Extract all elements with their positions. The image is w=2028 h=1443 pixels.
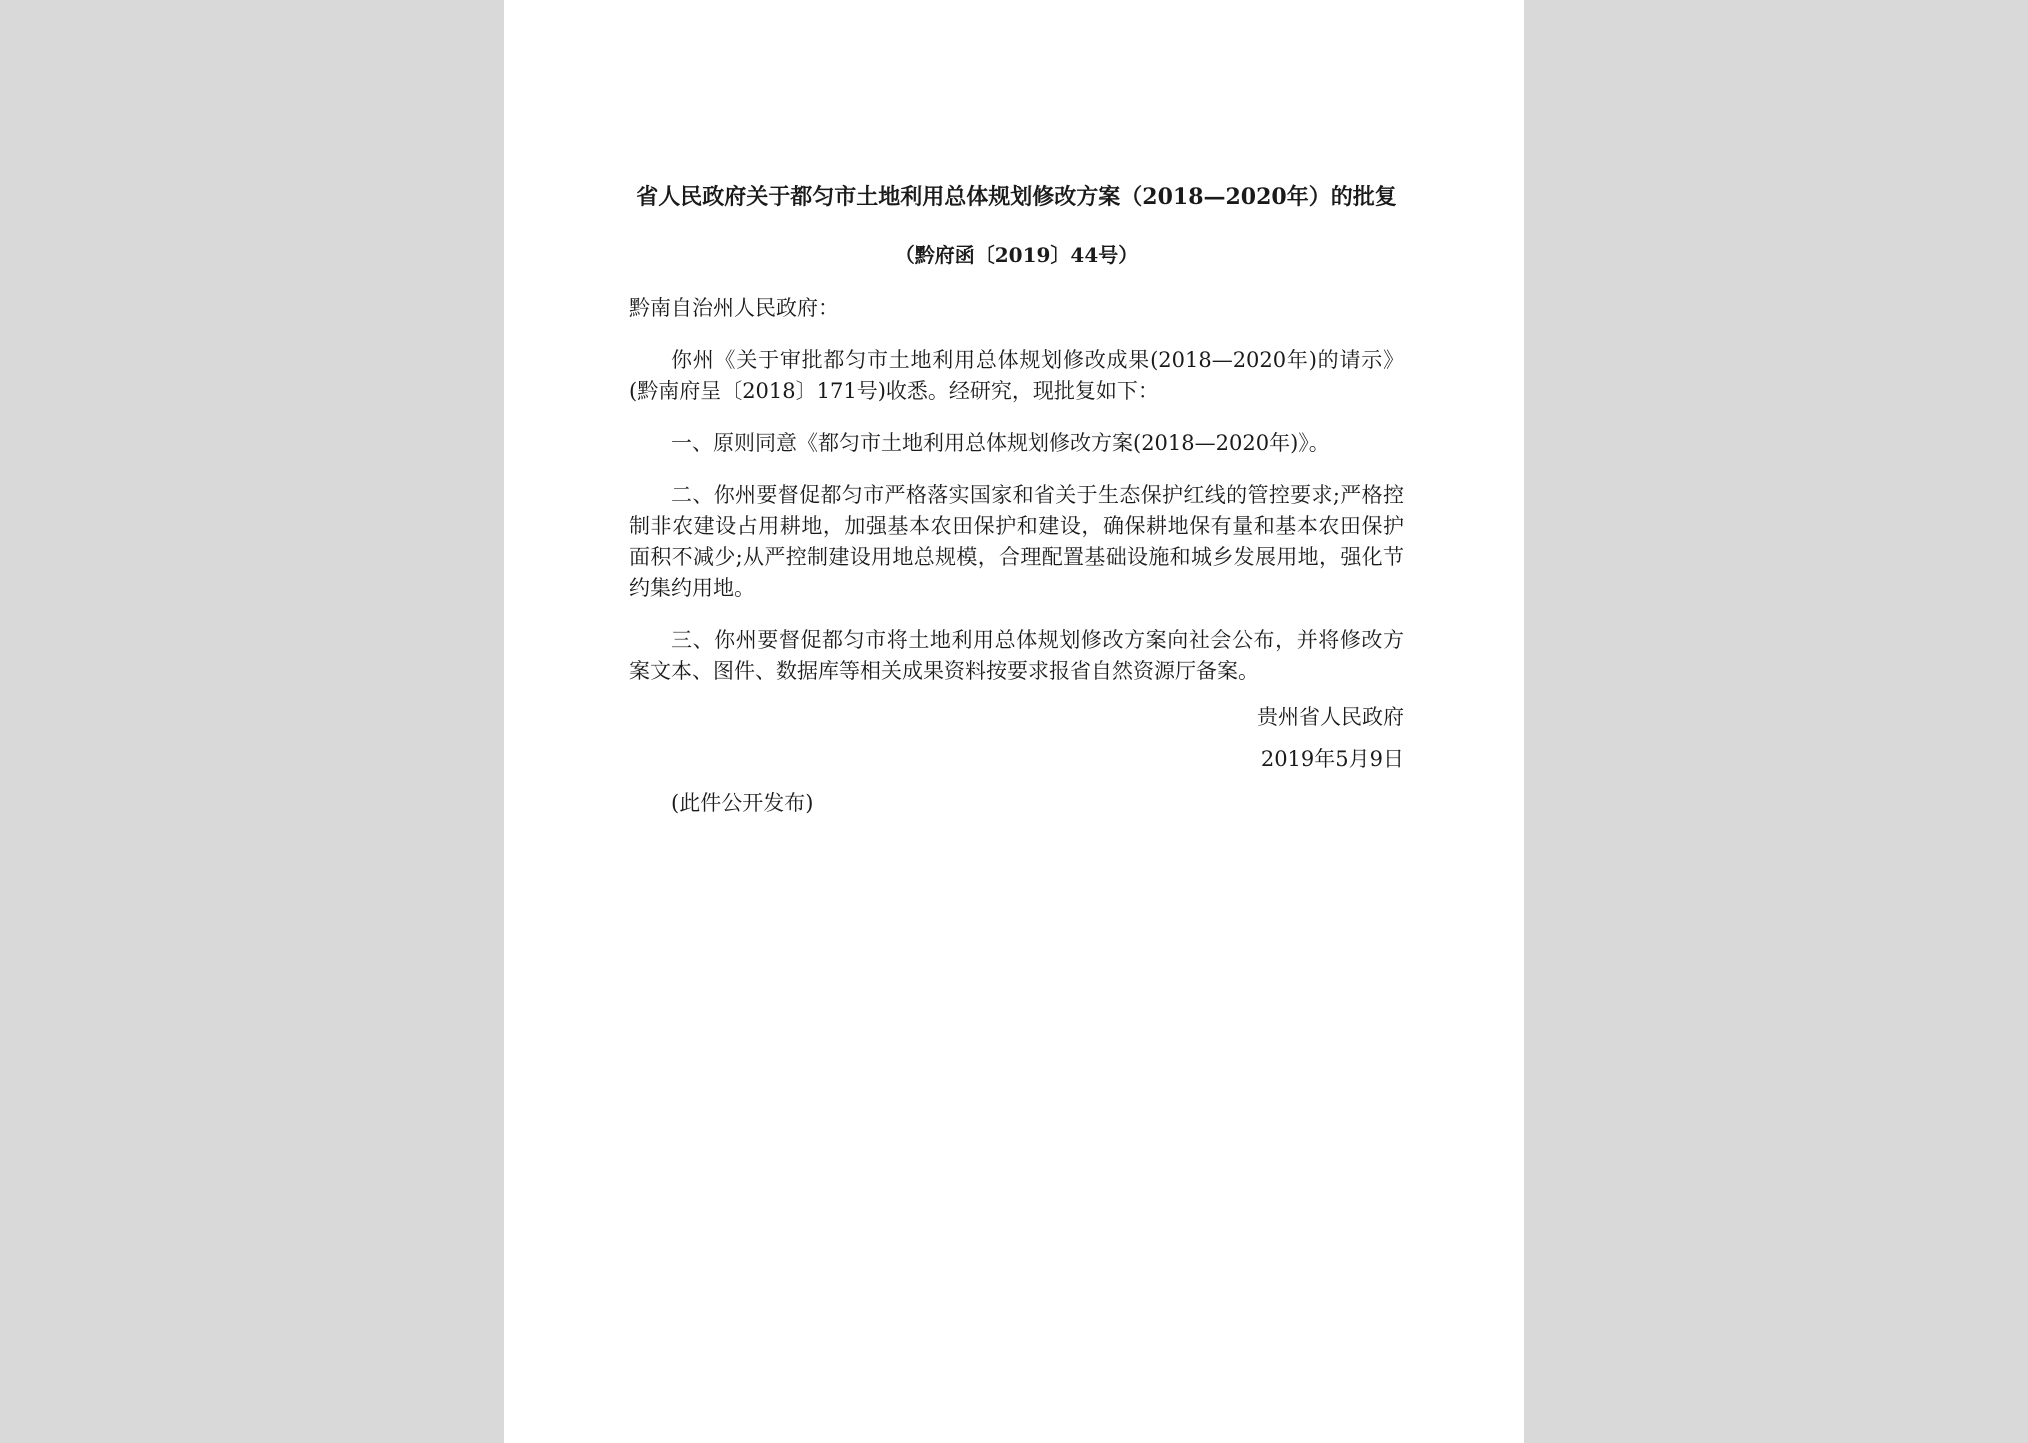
document-content <box>629 180 1404 819</box>
addressee: 黔南自治州人民政府： <box>629 296 839 320</box>
paragraph-intro: 你州《关于审批都匀市土地利用总体规划修改成果(2018—2020年)的请示》(黔南府呈〔2018〕171号)收悉。经研究，现批复如下： <box>629 348 1404 403</box>
document-page <box>504 0 1524 1443</box>
publication-note: (此件公开发布) <box>671 791 814 815</box>
document-number: （黔府函〔2019〕44号） <box>894 243 1139 267</box>
issue-date: 2019年5月9日 <box>1260 747 1404 771</box>
paragraph-item-1: 一、原则同意《都匀市土地利用总体规划修改方案(2018—2020年)》。 <box>671 431 1330 455</box>
paragraph-item-2: 二、你州要督促都匀市严格落实国家和省关于生态保护红线的管控要求;严格控制非农建设占用耕地，加强基本农田保护和建设，确保耕地保有量和基本农田保护面积不减少;从严控制建设用地总规模，合理配置基础设施和城乡发展用地，强化节约集约用地。 <box>629 483 1404 600</box>
signer: 贵州省人民政府 <box>1257 705 1404 729</box>
paragraph-item-3: 三、你州要督促都匀市将土地利用总体规划修改方案向社会公布，并将修改方案文本、图件、数据库等相关成果资料按要求报省自然资源厅备案。 <box>629 628 1404 683</box>
document-title: 省人民政府关于都匀市土地利用总体规划修改方案（2018—2020年）的批复 <box>636 184 1397 210</box>
